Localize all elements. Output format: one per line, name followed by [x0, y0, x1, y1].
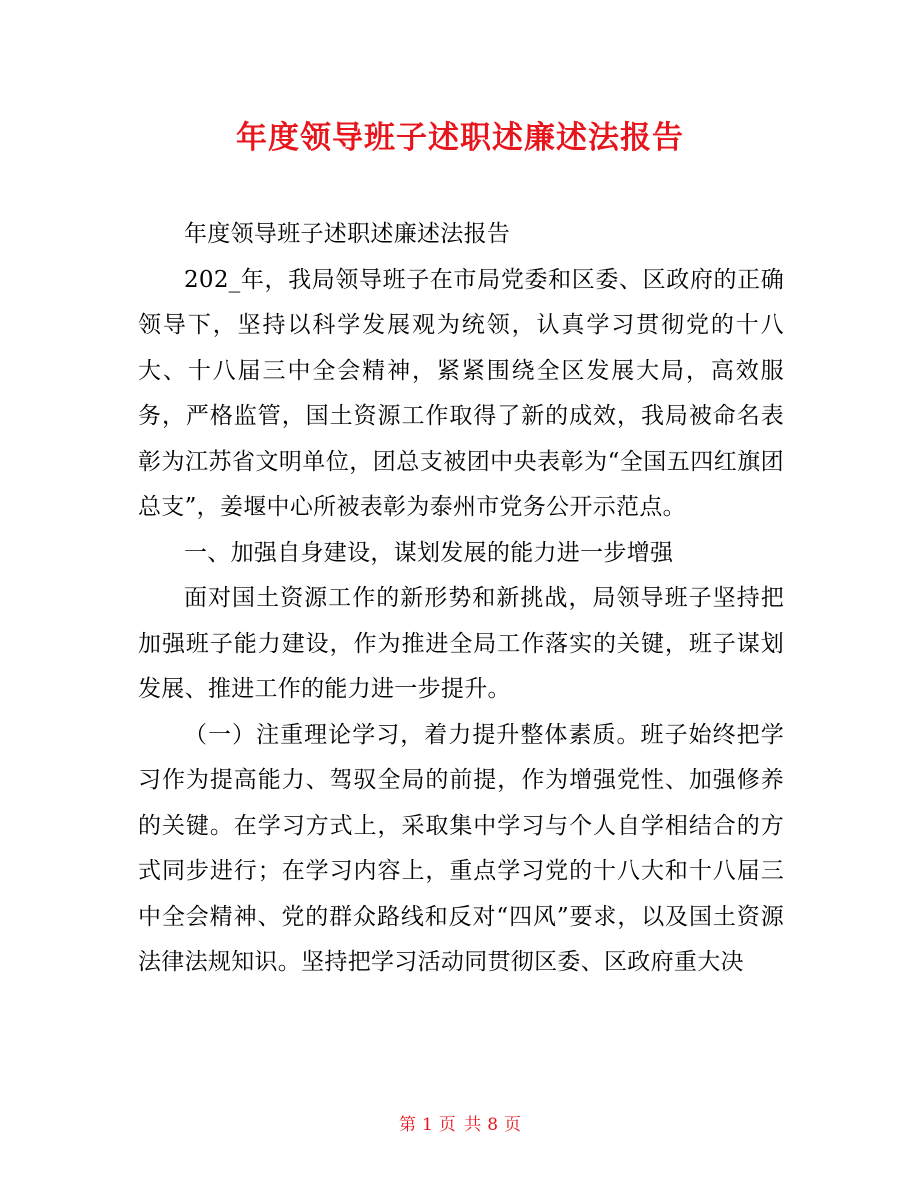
paragraph-subtitle: 年度领导班子述职述廉述法报告 [184, 221, 511, 247]
footer-middle: 页 共 [438, 1115, 482, 1135]
section-heading-1: 一、加强自身建设，谋划发展的能力进一步增强 [184, 539, 674, 566]
paragraph-section-1: 面对国土资源工作的新形势和新挑战，局领导班子坚持把加强班子能力建设，作为推进全局工作落实的关键，班子谋划发展、推进工作的能力进一步提升。 [138, 585, 784, 702]
page-footer [0, 1113, 920, 1137]
footer-prefix: 第 [398, 1115, 416, 1135]
document-body [138, 212, 784, 986]
paragraph-intro: 202_年，我局领导班子在市局党委和区委、区政府的正确领导下，坚持以科学发展观为统领，认真学习贯彻党的十八大、十八届三中全会精神，紧紧围绕全区发展大局，高效服务，严格监管，国土资源工作取得了新的成效，我局被命名表彰为江苏省文明单位，团总支被团中央表彰为“全国五四红旗团总支”，姜堰中心所被表彰为泰州市党务公开示范点。 [138, 266, 784, 520]
document-title: 年度领导班子述职述廉述法报告 [236, 120, 684, 156]
paragraph-subsection-1: （一）注重理论学习，着力提升整体素质。班子始终把学习作为提高能力、驾驭全局的前提，作为增强党性、加强修养的关键。在学习方式上，采取集中学习与个人自学相结合的方式同步进行；在学习内容上，重点学习党的十八大和十八届三中全会精神、党的群众路线和反对“四风”要求，以及国土资源法律法规知识。坚持把学习活动同贯彻区委、区政府重大决 [138, 721, 784, 975]
footer-suffix: 页 [504, 1115, 522, 1135]
footer-page-current: 1 [421, 1115, 433, 1135]
footer-page-total: 8 [487, 1115, 499, 1135]
